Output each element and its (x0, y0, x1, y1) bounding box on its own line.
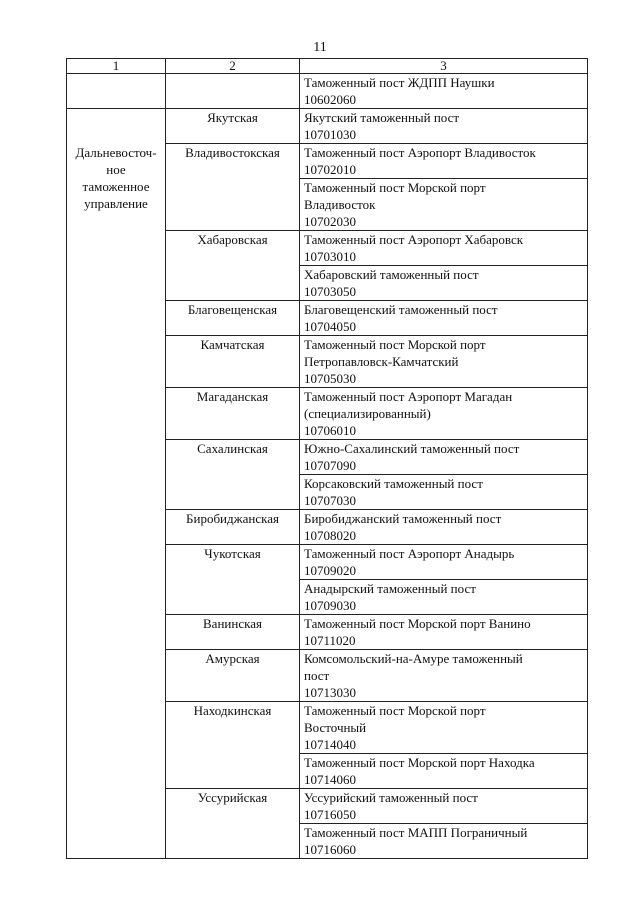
department-spacer (71, 109, 161, 144)
department-line: Дальневосточ- (75, 145, 157, 160)
post-cell (300, 615, 588, 650)
post-code: 10702010 (304, 162, 356, 177)
post-cell (300, 440, 588, 475)
post-cell (300, 580, 588, 615)
post-line: Комсомольский-на-Амуре таможенный (304, 651, 523, 666)
post-code: 10602060 (304, 92, 356, 107)
customs-cell: Хабаровская (166, 231, 300, 301)
post-code: 10702030 (304, 214, 356, 229)
post-line: Таможенный пост Морской порт (304, 180, 486, 195)
post-line: Таможенный пост Морской порт Ванино (304, 616, 531, 631)
post-line: Таможенный пост Аэропорт Хабаровск (304, 232, 524, 247)
post-line: Таможенный пост Морской порт Находка (304, 755, 535, 770)
post-code: 10706010 (304, 423, 356, 438)
post-cell (300, 301, 588, 336)
post-code: 10703010 (304, 249, 356, 264)
post-cell (300, 179, 588, 231)
post-cell (300, 754, 588, 789)
post-line: Таможенный пост Морской порт (304, 337, 486, 352)
post-cell (300, 231, 588, 266)
post-code: 10713030 (304, 685, 356, 700)
post-line: Уссурийский таможенный пост (304, 790, 478, 805)
top-entry-post (300, 74, 588, 109)
customs-cell: Амурская (166, 650, 300, 702)
post-line: Якутский таможенный пост (304, 110, 460, 125)
post-line: Восточный (304, 720, 367, 735)
post-line: Таможенный пост МАПП Пограничный (304, 825, 528, 840)
customs-cell: Владивостокская (166, 144, 300, 231)
customs-table (66, 58, 588, 859)
post-line: Петропавловск-Камчатский (304, 354, 459, 369)
customs-cell: Благовещенская (166, 301, 300, 336)
post-code: 10705030 (304, 371, 356, 386)
post-line: Таможенный пост Морской порт (304, 703, 486, 718)
post-cell (300, 336, 588, 388)
post-cell (300, 545, 588, 580)
post-code: 10709030 (304, 598, 356, 613)
customs-cell: Камчатская (166, 336, 300, 388)
top-entry-row (67, 74, 588, 109)
post-code: 10703050 (304, 284, 356, 299)
header-col-2: 2 (166, 59, 300, 74)
page-number: 11 (313, 40, 327, 55)
top-entry-col-1 (67, 74, 166, 109)
customs-cell: Чукотская (166, 545, 300, 615)
top-entry-col-2 (166, 74, 300, 109)
post-line: Таможенный пост Аэропорт Владивосток (304, 145, 536, 160)
department-cell (67, 109, 166, 859)
post-code: 10716050 (304, 807, 356, 822)
post-cell (300, 789, 588, 824)
post-code: 10707030 (304, 493, 356, 508)
post-cell (300, 650, 588, 702)
customs-cell: Уссурийская (166, 789, 300, 859)
post-line: Анадырский таможенный пост (304, 581, 476, 596)
post-line: Биробиджанский таможенный пост (304, 511, 502, 526)
post-cell (300, 510, 588, 545)
post-code: 10701030 (304, 127, 356, 142)
post-code: 10716060 (304, 842, 356, 857)
header-col-3: 3 (300, 59, 588, 74)
customs-cell: Ванинская (166, 615, 300, 650)
post-cell (300, 144, 588, 179)
post-line: Корсаковский таможенный пост (304, 476, 483, 491)
header-row (67, 59, 588, 74)
post-code: 10714060 (304, 772, 356, 787)
post-cell (300, 475, 588, 510)
table-body (67, 59, 588, 859)
post-line: Благовещенский таможенный пост (304, 302, 498, 317)
post-line: Южно-Сахалинский таможенный пост (304, 441, 520, 456)
post-line: Владивосток (304, 197, 376, 212)
post-cell (300, 109, 588, 144)
post-line: пост (304, 668, 330, 683)
post-line: Таможенный пост Аэропорт Анадырь (304, 546, 515, 561)
post-code: 10714040 (304, 737, 356, 752)
post-code: 10704050 (304, 319, 356, 334)
post-code: 10711020 (304, 633, 356, 648)
post-code: 10707090 (304, 458, 356, 473)
customs-cell: Магаданская (166, 388, 300, 440)
post-cell (300, 266, 588, 301)
post-cell (300, 702, 588, 754)
post-line: (специализированный) (304, 406, 431, 421)
customs-cell: Находкинская (166, 702, 300, 789)
post-cell (300, 824, 588, 859)
post-line: Таможенный пост Аэропорт Магадан (304, 389, 513, 404)
customs-cell: Биробиджанская (166, 510, 300, 545)
post-line: Хабаровский таможенный пост (304, 267, 479, 282)
table-row (67, 109, 588, 144)
post-cell (300, 388, 588, 440)
department-line: таможенное (82, 179, 150, 194)
department-line: управление (84, 196, 148, 211)
post-code: 10709020 (304, 563, 356, 578)
customs-cell: Якутская (166, 109, 300, 144)
header-col-1: 1 (67, 59, 166, 74)
department-line: ное (106, 162, 126, 177)
post-line: Таможенный пост ЖДПП Наушки (304, 75, 495, 90)
post-code: 10708020 (304, 528, 356, 543)
customs-cell: Сахалинская (166, 440, 300, 510)
